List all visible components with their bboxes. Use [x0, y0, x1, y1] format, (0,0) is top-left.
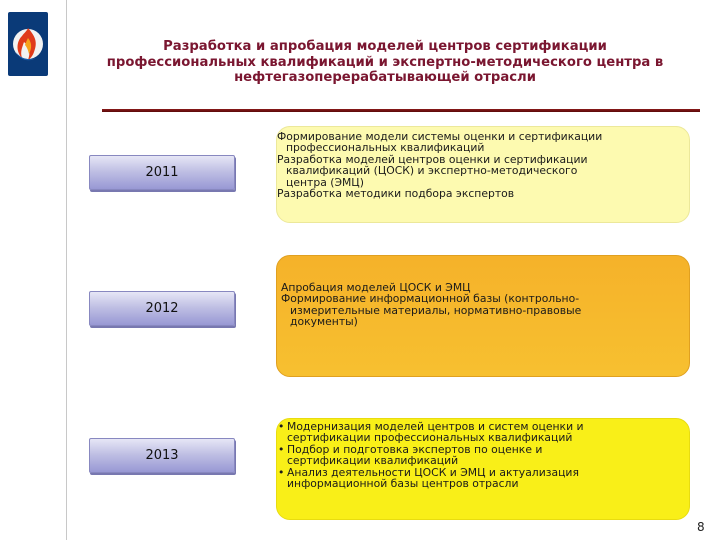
page-title [80, 39, 690, 86]
stage-text-2011 [277, 131, 602, 199]
stage-line: сертификации квалификаций [287, 454, 459, 468]
logo [8, 12, 48, 76]
stage-line: квалификаций (ЦОСК) и экспертно-методического [286, 164, 578, 178]
stage-line: центра (ЭМЦ) [286, 175, 364, 189]
title-line: нефтегазоперерабатывающей отрасли [234, 70, 536, 85]
bullet-icon: • [278, 442, 285, 456]
year-label-2011: 2011 [89, 155, 235, 190]
stage-line: профессиональных квалификаций [286, 141, 485, 155]
stage-line: Формирование модели системы оценки и сертификации [277, 130, 603, 143]
stage-text-2013 [278, 421, 584, 489]
stage-line: Формирование информационной базы (контрольно- [281, 292, 580, 306]
year-label-2012: 2012 [89, 291, 235, 326]
page-number: 8 [697, 520, 705, 534]
stage-line: измерительные материалы, нормативно-правовые [290, 303, 582, 317]
stage-line: Разработка методики подбора экспертов [277, 187, 515, 201]
stage-line: Модернизация моделей центров и систем оценки и [287, 420, 584, 433]
flame-logo-icon [8, 12, 48, 76]
stage-text-2012 [281, 282, 581, 328]
vertical-divider [66, 0, 67, 540]
stage-line: документы) [290, 315, 358, 329]
title-line: профессиональных квалификаций и экспертно-методического центра в [106, 54, 664, 70]
bullet-icon: • [278, 420, 285, 433]
stage-line: Разработка моделей центров оценки и сертификации [277, 152, 588, 166]
bullet-icon: • [278, 465, 285, 479]
stage-line: Апробация моделей ЦОСК и ЭМЦ [281, 281, 471, 294]
title-line: Разработка и апробация моделей центров сертификации [163, 39, 607, 54]
stage-line: информационной базы центров отрасли [287, 477, 519, 491]
stage-line: Подбор и подготовка экспертов по оценке и [287, 442, 543, 456]
year-label-2013: 2013 [89, 438, 235, 473]
title-underline [102, 109, 700, 112]
stage-line: сертификации профессиональных квалификаций [287, 431, 573, 445]
stage-line: Анализ деятельности ЦОСК и ЭМЦ и актуализация [287, 465, 579, 479]
